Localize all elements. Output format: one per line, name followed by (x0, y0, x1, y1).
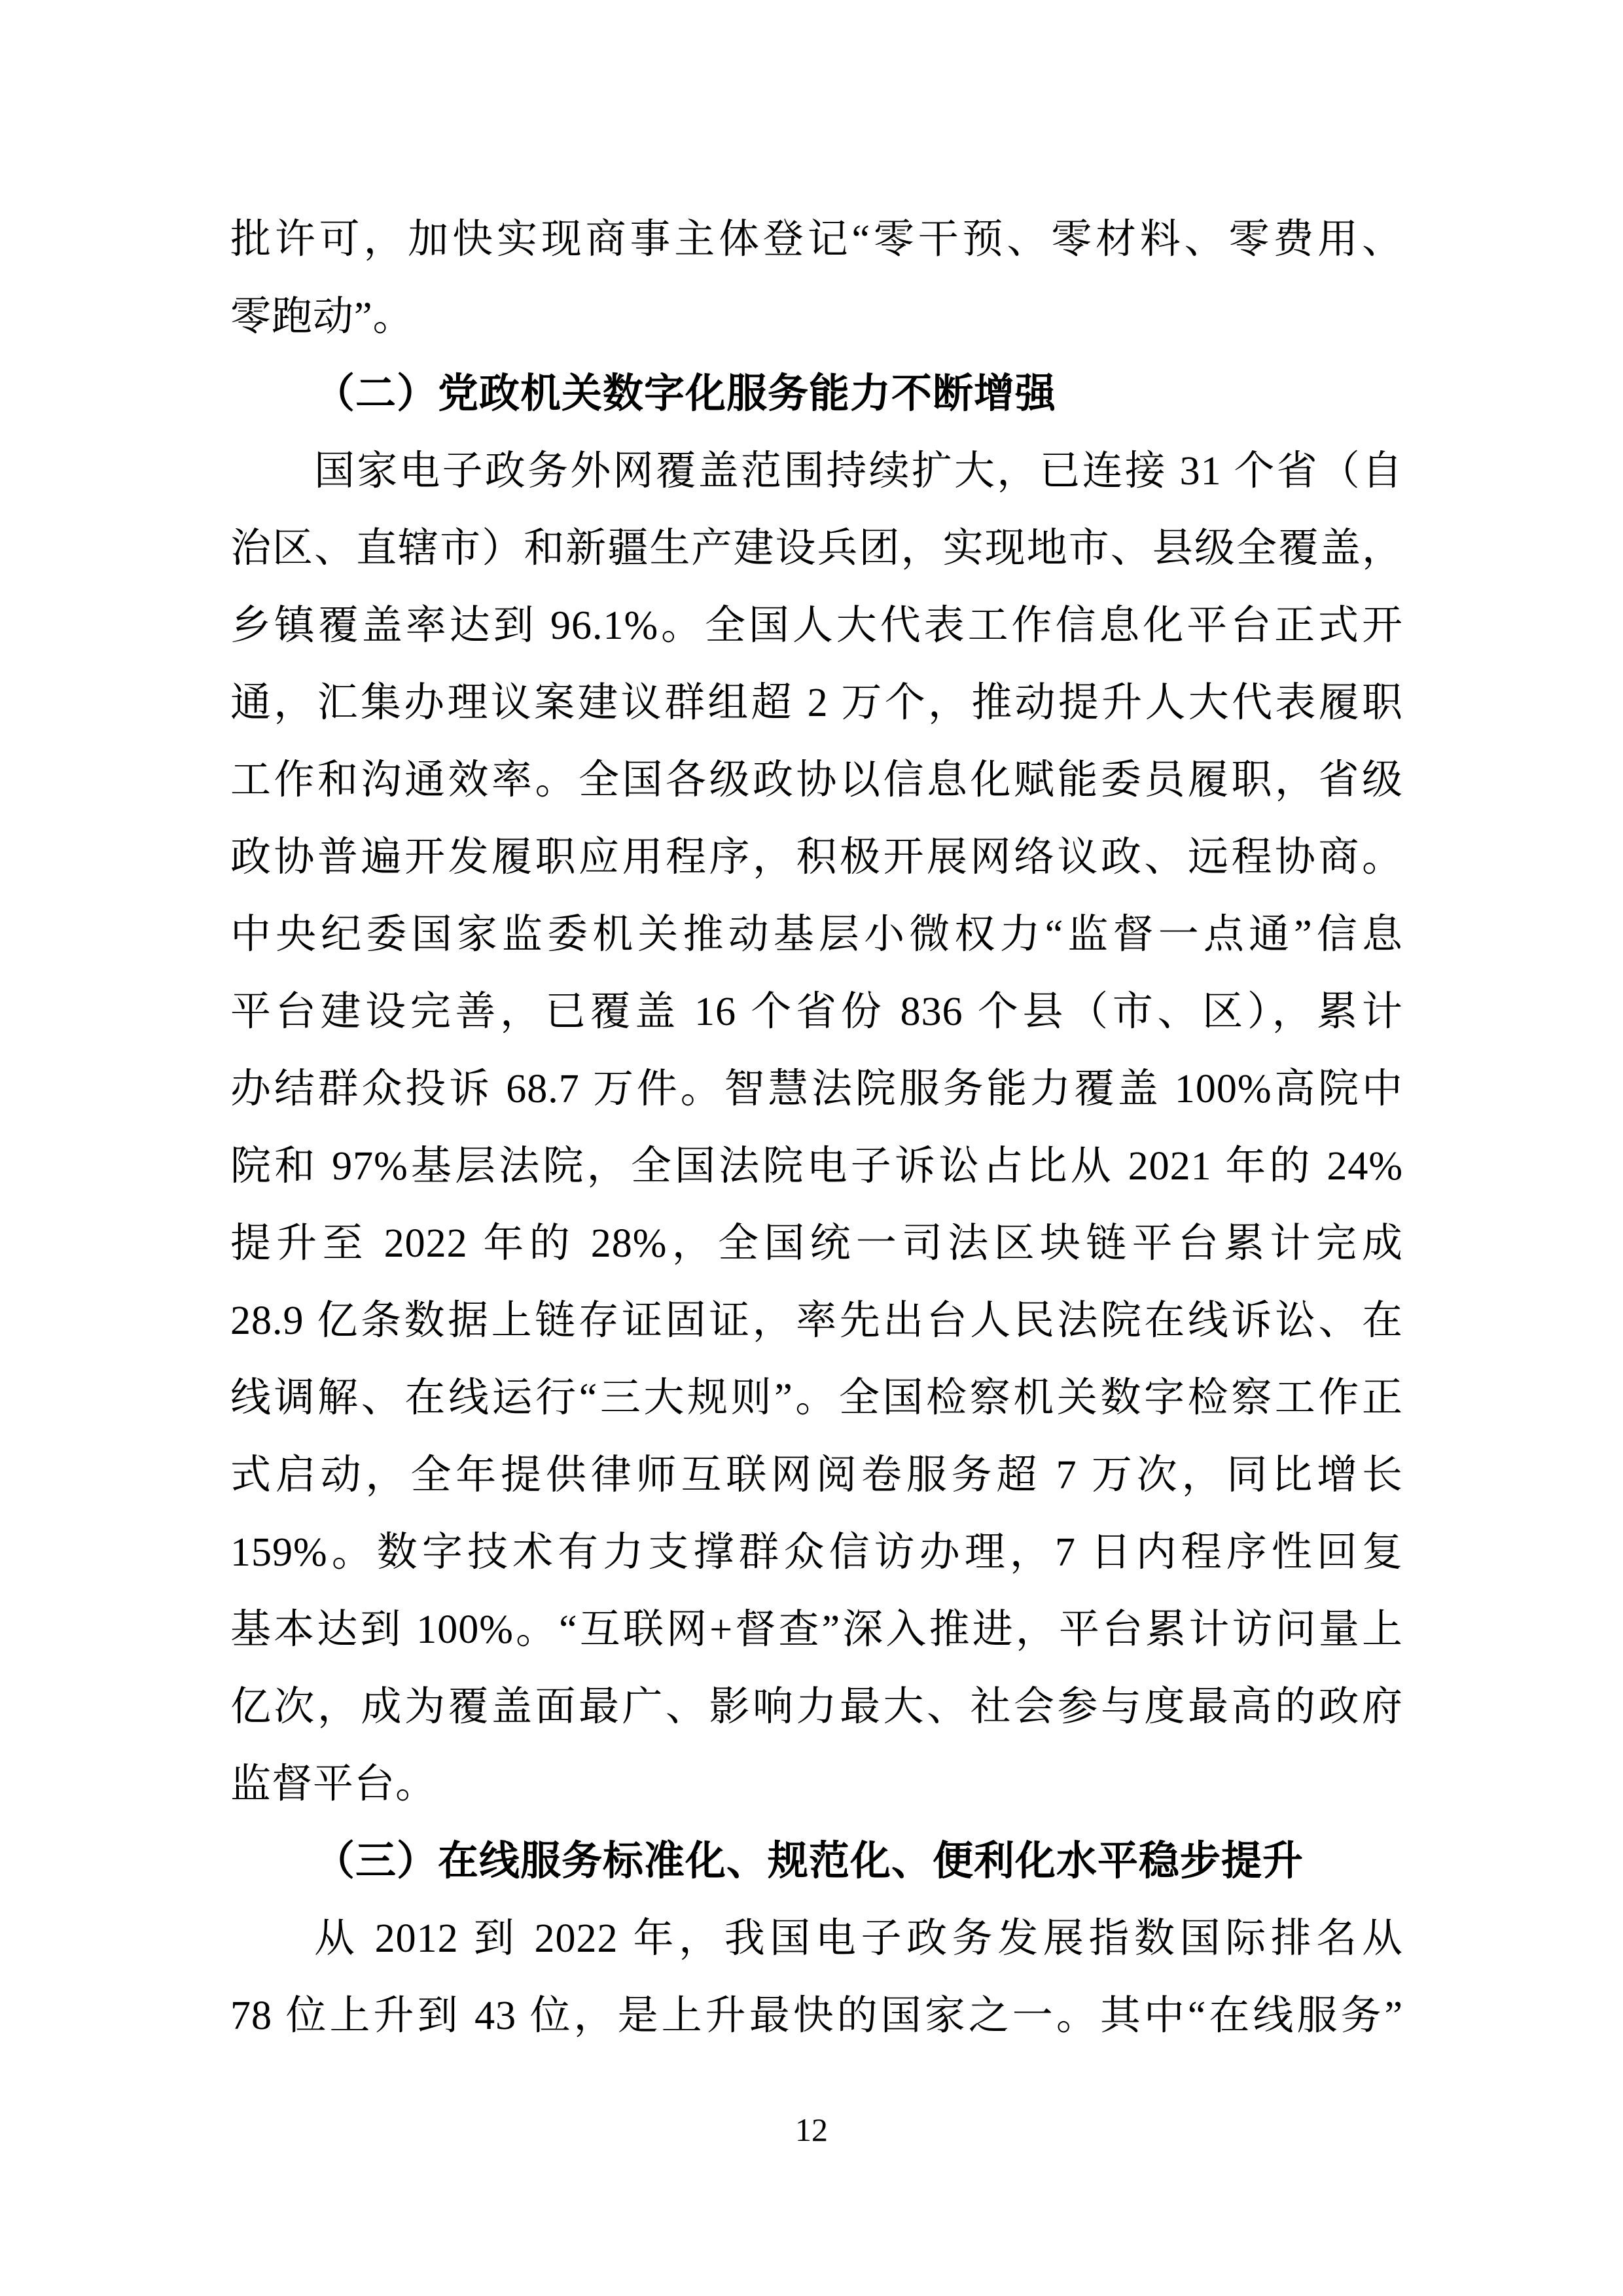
text-line: 78 位上升到 43 位，是上升最快的国家之一。其中“在线服务” (230, 1994, 1403, 2038)
section-heading-2: （二）党政机关数字化服务能力不断增强 (314, 371, 1057, 416)
paragraph-end-line: 监督平台。 (230, 1762, 437, 1806)
text-line: 提升至 2022 年的 28%，全国统一司法区块链平台累计完成 (230, 1221, 1403, 1266)
text-line: 政协普遍开发履职应用程序，积极开展网络议政、远程协商。 (230, 835, 1403, 880)
page-number: 12 (795, 2111, 828, 2148)
section-heading-3: （三）在线服务标准化、规范化、便利化水平稳步提升 (314, 1839, 1304, 1884)
text-line: 28.9 亿条数据上链存证固证，率先出台人民法院在线诉讼、在 (230, 1299, 1403, 1343)
text-line: 通，汇集办理议案建议群组超 2 万个，推动提升人大代表履职 (230, 681, 1403, 725)
text-line: 线调解、在线运行“三大规则”。全国检察机关数字检察工作正 (230, 1376, 1403, 1420)
text-line: 办结群众投诉 68.7 万件。智慧法院服务能力覆盖 100%高院中 (230, 1067, 1403, 1111)
text-line: 平台建设完善，已覆盖 16 个省份 836 个县（市、区），累计 (230, 990, 1403, 1034)
text-line: 治区、直辖市）和新疆生产建设兵团，实现地市、县级全覆盖， (230, 526, 1403, 571)
text-line: 中央纪委国家监委机关推动基层小微权力“监督一点通”信息 (230, 912, 1403, 957)
text-line: 基本达到 100%。“互联网+督查”深入推进，平台累计访问量上 (230, 1607, 1403, 1652)
text-line: 院和 97%基层法院，全国法院电子诉讼占比从 2021 年的 24% (230, 1144, 1403, 1189)
paragraph-first-line: 从 2012 到 2022 年，我国电子政务发展指数国际排名从 (314, 1916, 1403, 1961)
paragraph-end-line: 零跑动”。 (230, 295, 414, 339)
text-line: 批许可，加快实现商事主体登记“零干预、零材料、零费用、 (230, 217, 1403, 262)
text-block (230, 201, 1403, 2054)
text-line: 亿次，成为覆盖面最广、影响力最大、社会参与度最高的政府 (230, 1685, 1403, 1729)
text-line: 式启动，全年提供律师互联网阅卷服务超 7 万次，同比增长 (230, 1453, 1403, 1498)
text-line: 159%。数字技术有力支撑群众信访办理，7 日内程序性回复 (230, 1530, 1403, 1575)
text-line: 工作和沟通效率。全国各级政协以信息化赋能委员履职，省级 (230, 758, 1403, 802)
paragraph-first-line: 国家电子政务外网覆盖范围持续扩大，已连接 31 个省（自 (314, 449, 1403, 493)
text-line: 乡镇覆盖率达到 96.1%。全国人大代表工作信息化平台正式开 (230, 603, 1403, 648)
